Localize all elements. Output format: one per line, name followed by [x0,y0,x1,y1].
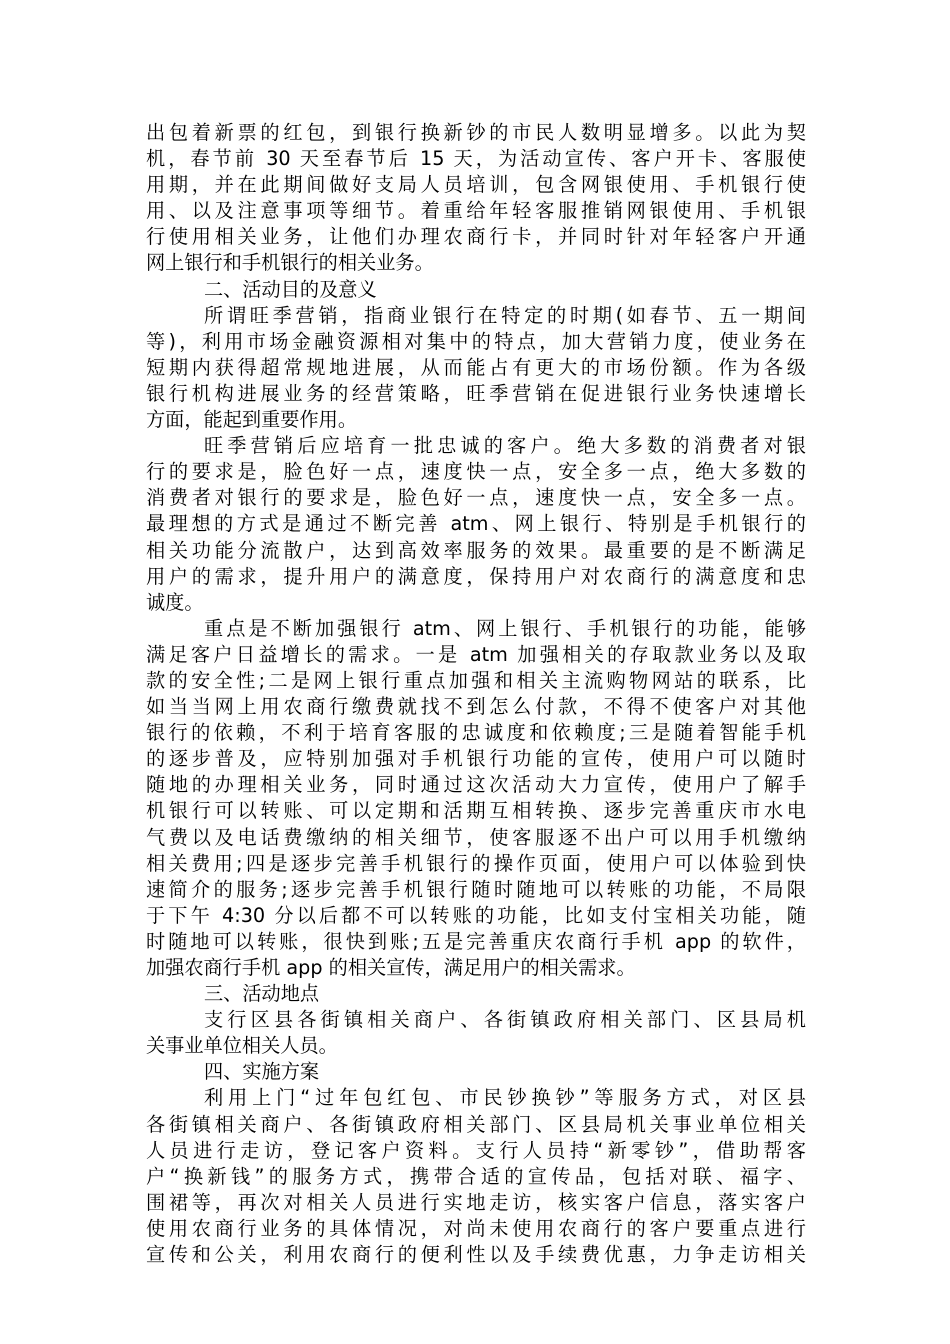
text-line: 消费者对银行的要求是，脸色好一点，速度快一点，安全多一点。 [146,486,806,510]
text-line: 重点是不断加强银行 atm、网上银行、手机银行的功能，能够 [204,616,806,640]
text-line: 银行机构进展业务的经营策略，旺季营销在促进银行业务快速增长 [146,381,806,405]
text-line: 机，春节前 30 天至春节后 15 天，为活动宣传、客户开卡、客服使 [146,147,806,171]
text-line: 款的安全性;二是网上银行重点加强和相关主流购物网站的联系，比 [146,668,806,692]
text-line: 用期，并在此期间做好支局人员培训，包含网银使用、手机银行使 [146,173,806,197]
text-line: 时随地可以转账，很快到账;五是完善重庆农商行手机 app 的软件， [146,929,806,953]
text-line: 二、活动目的及意义 [204,277,377,301]
text-line: 的逐步普及，应特别加强对手机银行功能的宣传，使用户可以随时 [146,747,806,771]
text-line: 机银行可以转账、可以定期和活期互相转换、逐步完善重庆市水电 [146,799,806,823]
text-line: 气费以及电话费缴纳的相关细节，使客服逐不出户可以用手机缴纳 [146,825,806,849]
text-line: 出包着新票的红包，到银行换新钞的市民人数明显增多。以此为契 [146,121,806,144]
text-line: 加强农商行手机 app 的相关宣传，满足用户的相关需求。 [146,956,636,979]
text-line: 速简介的服务;逐步完善手机银行随时随地可以转账的功能，不局限 [146,877,806,901]
text-line: 用户的需求，提升用户的满意度，保持用户对农商行的满意度和忠 [146,564,806,588]
text-line: 所谓旺季营销，指商业银行在特定的时期(如春节、五一期间 [204,303,806,327]
text-line: 各街镇相关商户、各街镇政府相关部门、区县局机关事业单位相关 [146,1112,806,1136]
text-line: 方面，能起到重要作用。 [146,408,358,432]
text-line: 行的要求是，脸色好一点，速度快一点，安全多一点，绝大多数的 [146,460,806,484]
text-line: 行使用相关业务，让他们办理农商行卡，并同时针对年轻客户开通 [146,225,806,249]
text-line: 相关功能分流散户，达到高效率服务的效果。最重要的是不断满足 [146,538,806,562]
text-line: 最理想的方式是通过不断完善 atm、网上银行、特别是手机银行的 [146,512,806,536]
text-line: 等)，利用市场金融资源相对集中的特点，加大营销力度，使业务在 [146,329,806,353]
text-line: 四、实施方案 [204,1060,320,1084]
text-line: 宣传和公关，利用农商行的便利性以及手续费优惠，力争走访相关 [146,1243,806,1267]
document-body [146,120,806,1268]
text-line: 三、活动地点 [204,982,320,1006]
text-line: 旺季营销后应培育一批忠诚的客户。绝大多数的消费者对银 [204,434,806,458]
text-line: 网上银行和手机银行的相关业务。 [146,251,434,275]
text-line: 于下午 4:30 分以后都不可以转账的功能，比如支付宝相关功能，随 [146,903,806,927]
text-line: 人员进行走访，登记客户资料。支行人员持“新零钞”，借助帮客 [146,1138,806,1162]
text-line: 满足客户日益增长的需求。一是 atm 加强相关的存取款业务以及取 [146,642,806,666]
text-line: 户“换新钱”的服务方式，携带合适的宣传品，包括对联、福字、 [146,1164,806,1188]
text-line: 银行的依赖，不利于培育客服的忠诚度和依赖度;三是随着智能手机 [146,721,806,745]
text-line: 支行区县各街镇相关商户、各街镇政府相关部门、区县局机 [204,1008,806,1032]
text-line: 短期内获得超常规地进展，从而能占有更大的市场份额。作为各级 [146,355,806,379]
text-line: 相关费用;四是逐步完善手机银行的操作页面，使用户可以体验到快 [146,851,806,875]
text-line: 诚度。 [146,590,204,614]
text-line: 用、以及注意事项等细节。着重给年轻客服推销网银使用、手机银 [146,199,806,223]
text-line: 如当当网上用农商行缴费就找不到怎么付款，不得不使客户对其他 [146,695,806,719]
text-line: 围裙等，再次对相关人员进行实地走访，核实客户信息，落实客户 [146,1190,806,1214]
text-line: 利用上门“过年包红包、市民钞换钞”等服务方式，对区县 [204,1086,806,1110]
text-line: 关事业单位相关人员。 [146,1034,338,1058]
text-line: 使用农商行业务的具体情况，对尚未使用农商行的客户要重点进行 [146,1216,806,1240]
text-line: 随地的办理相关业务，同时通过这次活动大力宣传，使用户了解手 [146,773,806,797]
